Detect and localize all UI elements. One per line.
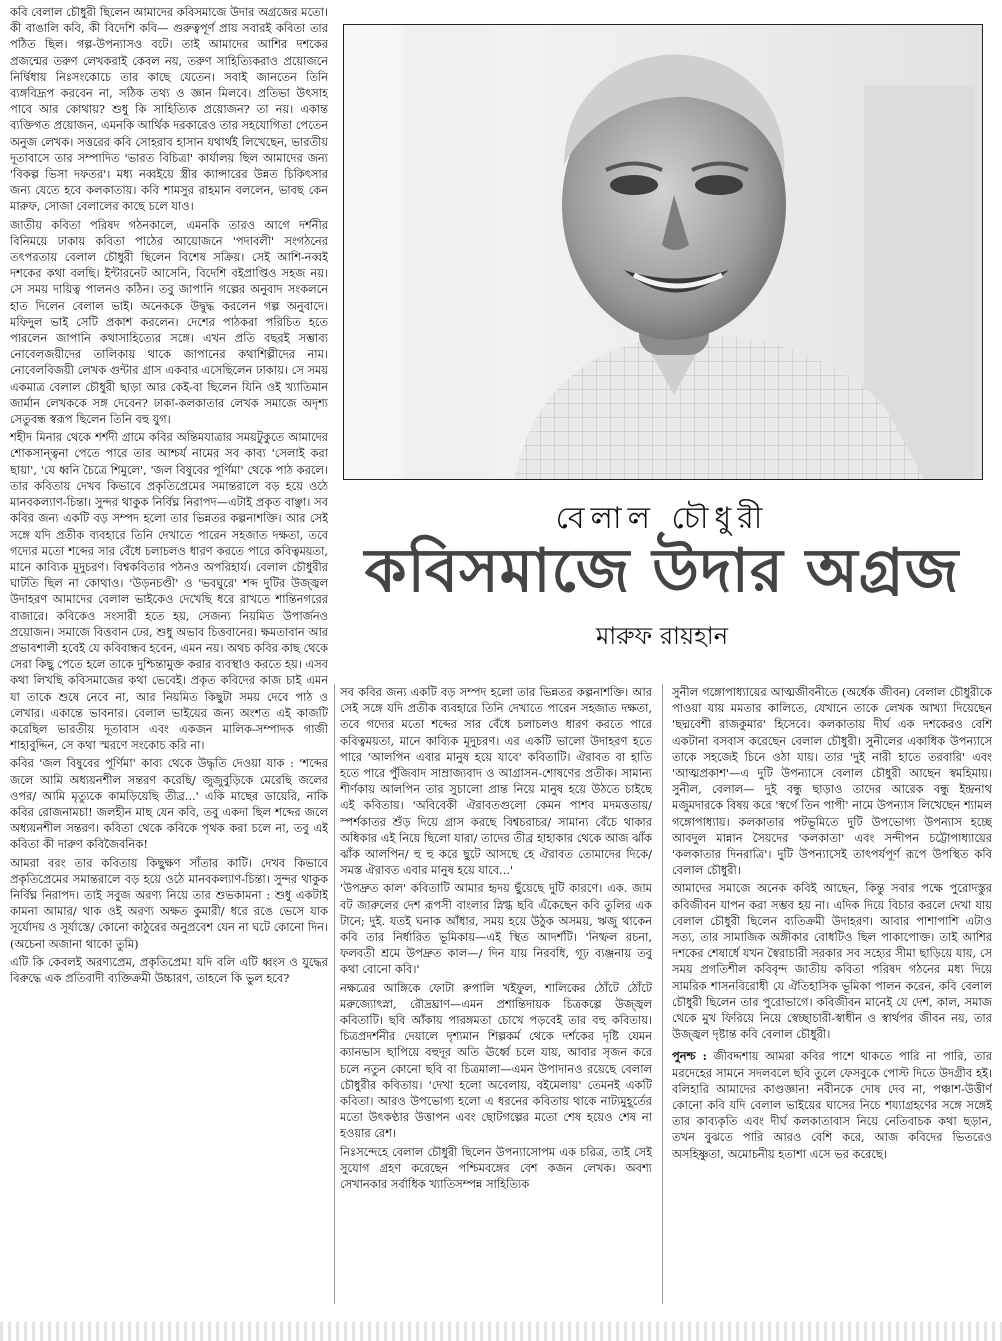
article-kicker: বেলাল চৌধুরী — [555, 501, 769, 536]
paragraph: আমাদের সমাজে অনেক কবিই আছেন, কিন্তু সবার পক্ষে পুরোদস্তুর কবিজীবন যাপন করা সম্ভব হয় না। এদিক দিয়ে বিচার করলে দেখা যায় বেলাল চৌধুরী ছিলেন ব্যতিক্রমী উদাহরণ। আবার পাশাপাশি এটাও সত্য, তার সামাজিক অঙ্গীকার বোধটিও ছিল পাকাপোক্ত। তাই আশির দশকের শেষার্ধে যখন স্বৈরাচারী সরকার সব সহ্যের সীমা ছাড়িয়ে যায়, সে সময় প্রগতিশীল কবিবৃন্দ জাতীয় কবিতা পরিষদ গঠনের মধ্য দিয়ে সামরিক শাসনবিরোধী যে ঐতিহাসিক ভূমিকা পালন করেন, কবি বেলাল চৌধুরী ছিলেন তার পুরোভাগে। কবিজীবন মানেই যে দেশ, কাল, সমাজ থেকে মুখ ফিরিয়ে নিয়ে স্বেচ্ছাচারী-স্বাধীন ও স্বার্থপর জীবন নয়, তার উজ্জ্বল দৃষ্টান্ত কবি বেলাল চৌধুরী। — [672, 881, 992, 1042]
column-divider — [334, 684, 335, 1304]
right-column — [672, 684, 992, 1316]
middle-column — [340, 684, 652, 1316]
paragraph: আমরা বরং তার কবিতায় কিছুক্ষণ সাঁতার কাটি। দেখব কিভাবে প্রকৃতিপ্রেমের সমান্তরালে বড় হয়ে ওঠে মানবকল্যাণ-চিন্তা। সুন্দর থাকুক নির্বিঘ্ন নিরাপদ। তাই সবুজ অরণ্য নিয়ে তার শুভকামনা : শুধু একটাই কামনা আমার/ থাক ওই অরণ্য অক্ষত কুমারী/ ধরে রঙে ভেসে যাক সূর্যোদয় ও সূর্যাস্তে/ কোনো কাঠুরের অনুপ্রবেশ যেন না ঘটে কোনো দিন। (অচেনা অজানা থাকো তুমি) — [10, 855, 328, 951]
postscript-label: পুনশ্চ : — [672, 1049, 707, 1064]
paragraph: এটি কি কেবলই অরণ্যপ্রেম, প্রকৃতিপ্রেম! যদি বলি এটি ধ্বংস ও যুদ্ধের বিরুদ্ধে এক প্রতিবাদী ব্যক্তিক্রমী উচ্চারণ, তাহলে কি ভুল হবে? — [10, 954, 328, 985]
paragraph: সুনীল গঙ্গোপাধ্যায়ের আত্মজীবনীতে (অর্ধেক জীবন) বেলাল চৌধুরীকে পাওয়া যায় মমতার কালিতে, যেখানে তাকে লেখক আখ্যা দিয়েছেন 'ছদ্মবেশী রাজকুমার' হিসেবে। কলকাতায় দীর্ঘ এক দশকেরও বেশি একটানা বসবাস করেছেন বেলাল চৌধুরী। সুনীলের একাধিক উপন্যাসে তাকে সহজেই চিনে ওঠা যায়। তার 'দুই নারী হাতে তরবারি' এবং 'আত্মপ্রকাশ'—এ দুটি উপন্যাসে বেলাল চৌধুরী আছেন স্বমহিমায়। সুনীল, বেলাল— দুই বন্ধু ছাড়াও তাদের আরেক বন্ধু ইন্দ্রনাথ মজুমদারকে বিষয় করে 'স্বর্গে তিন পাপী' নামে উপন্যাস লিখেছেন শ্যামল গঙ্গোপাধ্যায়। কলকাতার পটভূমিতে দুটি উপভোগ্য উপন্যাস হচ্ছে আবদুল মান্নান সৈয়দের 'কলকাতা' এবং সন্দীপন চট্টোপাধ্যায়ের 'কলকাতার দিনরাত্রি'। দুটি উপন্যাসেই তাৎপর্যপূর্ণ রূপে উপস্থিত কবি বেলাল চৌধুরী। — [672, 685, 992, 878]
portrait-illustration — [344, 25, 982, 479]
paragraph: নিঃসন্দেহে বেলাল চৌধুরী ছিলেন উপন্যাসোপম এক চরিত্র, তাই সেই সুযোগ গ্রহণ করেছেন পশ্চিমবঙ্গের বেশ কজন লেখক। অবশ্য সেখানকার সর্বাধিক খ্যাতিসম্পন্ন সাহিত্যিক — [340, 1144, 652, 1192]
paragraph: নক্ষত্রের আঙ্গিকে ফোটা রুপালি খইফুল, শালিকের ঠোঁটে ঠোঁটে মরুজ্যোৎস্না, রৌদ্রঘ্রাণ—এমন প্রশান্তিদায়ক চিত্রকল্পে উজ্জ্বল কবিতাটি। ছবি আঁকায় পারঙ্গমতা চোখে পড়বেই তার বহু কবিতায়। চিত্রপ্রদর্শনীর দেয়ালে দৃশ্যমান শিল্পকর্ম থেকে দর্শকের দৃষ্টি যেমন ক্যানভাস ছাপিয়ে বহুদূর অতি ঊর্ধ্বে চলে যায়, আবার সৃজন করে চলে নতুন কোনো ছবি বা চিত্রমালা—এমন উপাদানও রয়েছে বেলাল চৌধুরীর কবিতায়। 'দেখা হলো অবেলায়, বইমেলায়' তেমনই একটি কবিতা। আরও উপভোগ্য হলো এ ধরনের কবিতায় থাকে নাট্যমুহূর্তের মতো উৎকণ্ঠার উত্তাপন এবং ছোটগল্পের মতো শেষ হয়েও শেষ না হওয়ার রেশ। — [340, 980, 652, 1141]
article-byline: মারুফ রায়হান — [595, 622, 729, 650]
paragraph: কবি বেলাল চৌধুরী ছিলেন আমাদের কবিসমাজে উদার অগ্রজের মতো। কী বাঙালি কবি, কী বিদেশি কবি— গুরুত্বপূর্ণ প্রায় সবারই কবিতা তার পঠিত ছিল। গল্প-উপন্যাসও বটে। তাই আমাদের আশির দশকের প্রজন্মের তরুণ লেখকরাই কেবল নয়, তরুণ সাহিত্যিকরাও প্রয়োজনে নির্দ্বিধায় নিঃসংকোচে তার কাছে যেতেন। সবাই জানতেন তিনি ব্যঙ্গবিদ্রূপ করবেন না, সঠিক তথ্য ও জ্ঞান মিলবে। প্রতিভা উৎসাহ পাবে আর কোথায়? শুধু কি সাহিত্যিক প্রয়োজন? তা নয়। একান্ত ব্যক্তিগত প্রয়োজন, এমনকি আর্থিক দরকারেও তার সহযোগিতা পেতেন অনুজ লেখক। সত্তরের কবি সোহরাব হাসান যথার্থই লিখেছেন, ভারতীয় দূতাবাসে তার সম্পাদিত 'ভারত বিচিত্রা' কার্যালয় ছিল আমাদের জন্য 'বিকল্প ভিসা দফতর'। মধ্য নব্বইয়ে স্ত্রীর ক্যান্সারের উন্নত চিকিৎসার জন্য যেতে হবে কলকাতায়। কবি শামসুর রাহমান বললেন, ভাবছ কেন মারুফ, সোজা বেলালের কাছে চলে যাও। — [10, 5, 328, 214]
article-headline: কবিসমাজে উদার অগ্রজ — [364, 536, 960, 606]
author-portrait — [343, 24, 983, 480]
paragraph: শহীদ মিনার থেকে শর্শদী গ্রামে কবির অন্তিমযাত্রার সময়টুকুতে আমাদের শোকসান্ত্বনা পেতে পারে তার আশ্চর্য নামের সব কাব্য 'সেলাই করা ছায়া', 'যে ধ্বনি চৈত্রে শিমুলে', 'জল বিষুবের পূর্ণিমা' থেকে পাঠ করলে। তার কবিতায় দেখব কিভাবে প্রকৃতিপ্রেমের সমান্তরালে বড় হয়ে ওঠে মানবকল্যাণ-চিন্তা। সুন্দর থাকুক নির্বিঘ্ন নিরাপদ—এটাই প্রকৃত বাঞ্ছা। সব কবির জন্য একটি বড় সম্পদ হলো তার ভিন্নতর কল্পনাশক্তি। আর সেই সঙ্গে যদি প্রতীক ব্যবহারে তিনি দেখাতে পারেন সহজাত দক্ষতা, তবে গদ্যের মতো শব্দের সার বেঁধে চলাচলও ধারণ করতে পারে কবিত্বময়তা, মানে কাব্যিক মূদুচরণ। বিশ্বকবিতার পঠনও অপরিহার্য। বেলাল চৌধুরীর ঘাটতি ছিল না কোথাও। 'উড়নচণ্ডী' ও 'ভবঘুরে' শব্দ দুটির উজ্জ্বল উদাহরণ আমাদের বেলাল ভাইকেও দেখেছি ধরে রাখতে শান্তিনগরের বাজারে। কবিকেও সংসারী হতে হয়, সেজন্য নিয়মিত উপার্জনও প্রয়োজন। সমাজে বিত্তবান ঢের, শুধু অভাব চিত্তবানের। ক্ষমতাবান আর প্রভাবশালী হবেই যে কবিবান্ধব হবেন, এমন নয়। অথচ কবির কাছ থেকে সেরা কিছু পেতে হলে তাকে দুশ্চিন্তামুক্ত করার ব্যবস্থাও করতে হয়। এসব কথা লিখছি কবিসমাজের কথা ভেবেই। প্রকৃত কবিদের কাজ চাই এমন যা তাকে শুষে নেবে না, আর নিয়মিত কিছুটা সময় দেবে পাঠ ও লেখার। একান্তে ভাবনার। বেলাল ভাইয়ের জন্য অংশত এই কাজটি করেছিল ভারতীয় দূতাবাস এবং একজন মালিক-সম্পাদক গাজী শাহাবুদ্দিন, সে কথা স্মরণে সংকোচ করি না। — [10, 430, 328, 753]
paragraph: সব কবির জন্য একটি বড় সম্পদ হলো তার ভিন্নতর কল্পনাশক্তি। আর সেই সঙ্গে যদি প্রতীক ব্যবহারে তিনি দেখাতে পারেন সহজাত দক্ষতা, তবে গদ্যের মতো শব্দের সার বেঁধে চলাচলও ধারণ করতে পারে কবিত্বময়তা, মানে কাব্যিক মূদুচরণ। এর একটি ভালো উদাহরণ হতে পারে 'আলপিন এবার মানুষ হয়ে যাবে' কবিতাটি। ঐরাবত বা হাতি হতে পারে পুঁজিবাদ সাম্রাজ্যবাদ ও আগ্রাসন-শোষণের প্রতীক। সামান্য শীর্ণকায় আলপিন তার সুচালো প্রান্ত নিয়ে মানুষ হয়ে উঠতে চাইছে এই কবিতায়। 'অবিবেকী ঐরাবতগুলো কেমন পাশব মদমত্ততায়/ স্পর্শকাতর শুঁড় দিয়ে গ্রাস করছে বিশ্বচরাচর/ সামান্য বেঁচে থাকার অধিকার এই নিয়ে ছিলো যারা/ তাদের তীব্র হাহাকার থেকে আজ ঝাঁক ঝাঁক আলপিন/ হু হু করে ছুটে আসছে হে ঐরাবত তোমাদের দিকে/ সমস্ত ঐরাবত এবার মানুষ হয়ে যাবে...' — [340, 685, 652, 878]
paragraph: 'উপদ্রুত কাল' কবিতাটি আমার হৃদয় ছুঁয়েছে দুটি কারণে। এক. জাম বট জারুলের দেশ রূপসী বাংলার স্নিগ্ধ ছবি এঁকেছেন কবি তুলির এক টানে; দুই. যতই ঘনাক আঁধার, সময় হয়ে উঠুক অসময়, ঋজু থাকেন কবি তার নির্ধারিত ভূমিকায়—এই স্থিত আদর্শটি। 'নিষ্ফল রচনা, ফলবতী শ্রমে উপদ্রুত কাল—/ দিন যায় নিরবধি, গূঢ় ব্যঞ্জনায় তবু কথা বোনো কবি।' — [340, 881, 652, 977]
postscript — [672, 1048, 992, 1161]
paragraph: জাতীয় কবিতা পরিষদ গঠনকালে, এমনকি তারও আগে দর্শনীর বিনিময়ে ঢাকায় কবিতা পাঠের আয়োজনে 'পদাবলী' সংগঠনের তৎপরতায় বেলাল চৌধুরী ছিলেন বিশেষ সক্রিয়। সেই আশি-নব্বই দশকের কথা বলছি। ইন্টারনেট আসেনি, বিদেশি বইপ্রাপ্তিও সহজ নয়। সে সময় দায়িত্ব পালনও কঠিন। তবু জাপানি গল্পের অনুবাদ সংকলনে হাত দিলেন বেলাল ভাই। অনেককে উদ্বুদ্ধ করলেন গল্প অনুবাদে। মফিদুল ভাই সেটি প্রকাশ করলেন। দেশের পাঠকরা পরিচিত হতে পারলেন জাপানি কথাসাহিত্যের সঙ্গে। এখন প্রতি বছরই সম্ভাব্য নোবেলজয়ীদের তালিকায় থাকে জাপানের কথাশিল্পীদের নাম। নোবেলবিজয়ী লেখক গুন্টার গ্রাস একবার এসেছিলেন ঢাকায়। সে সময় একমাত্র বেলাল চৌধুরী ছাড়া আর কেই-বা ছিলেন যিনি ওই খ্যাতিমান জার্মান লেখককে সঙ্গ দেবেন? ঢাকা-কলকাতার লেখক সমাজে অদৃশ্য সেতুবন্ধ স্বরূপ ছিলেন তিনি বহু যুগ। — [10, 217, 328, 427]
column-divider — [662, 684, 663, 1304]
postscript-text: জীবদ্দশায় আমরা কবির পাশে থাকতে পারি না পারি, তার মরদেহের সামনে সদলবলে ছবি তুলে ফেসবুকে পোস্ট দিতে উদগ্রীব হই। বলিহারি আমাদের কাণ্ডজ্ঞান! নবীনকে দোষ দেব না, পঞ্চাশ-উত্তীর্ণ কোনো কবি যদি বেলাল ভাইয়ের ঘাসের নিচে শয্যাগ্রহণের সঙ্গে সঙ্গেই তার কাব্যকৃতি এবং দীর্ঘ কলকাতাবাস নিয়ে নেতিবাচক কথা ছড়ান, তখন বুঝতে পারি আরও বেশি করে, আজ কবিদের ভিতরেও অসহিষ্ণুতা, অমোচনীয় হতাশা এসে ভর করেছে। — [672, 1049, 992, 1161]
bottom-edge-strip — [0, 1322, 1002, 1341]
paragraph: কবির 'জল বিষুবের পূর্ণিমা' কাব্য থেকে উদ্ধৃতি দেওয়া যাক : 'শব্দের জলে আমি অধ্যয়নশীল সন্তরণ করেছি/ জুজুবুড়িকে মেরেছি জলের ওপর/ আমি মৃত্যুকে কামড়িয়েছি তীব্র...' একি মাছের ডায়েরি, নাকি কবির রোজনামচা! জলহীন মাছ যেন কবি, তবু একদা ছিল শব্দের জলে অধ্যয়নশীল সন্তরণ। কবিতা থেকে কবিকে পৃথক করা চলে না, তবু এই কবিতা কী দারুণ কবিজৈবনিক! — [10, 756, 328, 852]
left-column — [10, 4, 328, 1316]
